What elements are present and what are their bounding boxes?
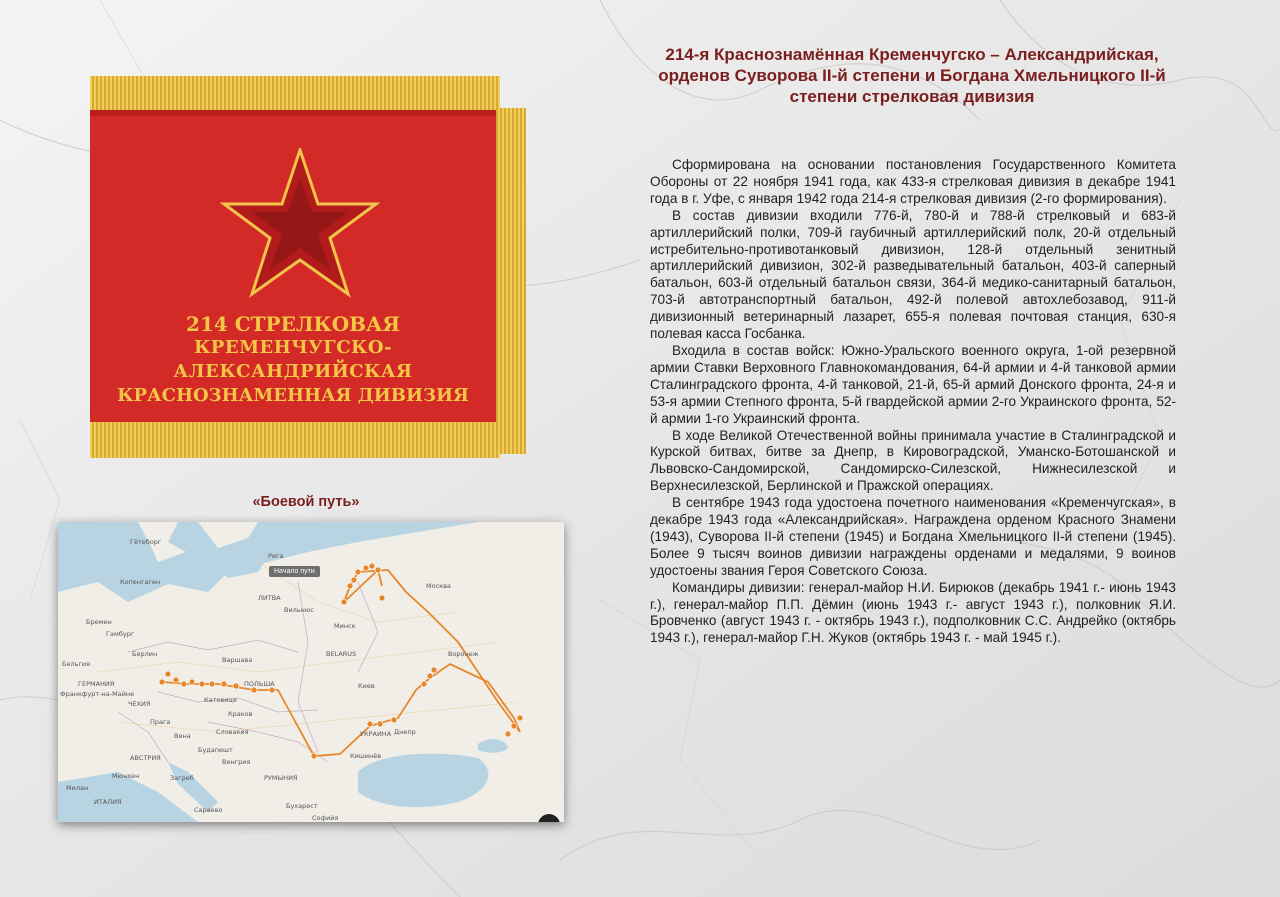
banner-line-2: КРЕМЕНЧУГСКО-АЛЕКСАНДРИЙСКАЯ bbox=[173, 337, 413, 382]
map-label: Краков bbox=[228, 710, 253, 718]
map-label: Киев bbox=[358, 682, 375, 690]
battle-path-map[interactable] bbox=[58, 522, 564, 822]
map-label: Москва bbox=[426, 582, 451, 590]
map-label: ПОЛЬША bbox=[244, 680, 275, 688]
map-label: ИТАЛИЯ bbox=[94, 798, 122, 806]
map-label: Рига bbox=[268, 552, 284, 560]
map-label: BELARUS bbox=[326, 650, 357, 658]
map-label: Катовице bbox=[204, 696, 237, 704]
paragraph-formation: Сформирована на основании постановления Государственного Комитета Обороны от 22 ноября 1941 года, как 433-я стрелковая дивизия в декабре 1941 года в г. Уфе, с января 1942 года 214-я стрелковая дивизия (2-го формирования). bbox=[650, 157, 1176, 206]
division-history bbox=[650, 157, 1176, 647]
map-label: Венгрия bbox=[222, 758, 251, 766]
map-label: Гётеборг bbox=[130, 538, 162, 546]
red-star-icon bbox=[220, 148, 380, 298]
map-label: ЛИТВА bbox=[258, 594, 281, 602]
map-label: Гамбург bbox=[106, 630, 135, 638]
map-title: «Боевой путь» bbox=[252, 494, 360, 510]
paragraph-battles: В ходе Великой Отечественной войны принимала участие в Сталинградской и Курской битвах, битве за Днепр, в Кировоградской, Уманско-Ботошанской и Львовско-Сандомирской, Сандомирско-Силезской, Нижнесилезской и Верхнесилезской, Берлинской и Пражской операциях. bbox=[650, 427, 1176, 494]
map-label: Берлин bbox=[132, 650, 158, 658]
map-label: Бухарест bbox=[286, 802, 318, 810]
paragraph-honors: В сентябре 1943 года удостоена почетного наименования «Кременчугская», в декабре 1943 года «Александрийская». Награждена орденом Красного Знамени (1943), Суворова II-й степени (1945) и Богдана Хмельницкого II-й степени (1945). Более 9 тысяч воинов дивизии награждены орденами и медалями, 9 воинов удостоены звания Героя Советского Союза. bbox=[650, 495, 1176, 578]
paragraph-commanders: Командиры дивизии: генерал-майор Н.И. Бирюков (декабрь 1941 г.- июнь 1943 г.), генерал-майор П.П. Дёмин (июнь 1943 г.- август 1943 г.), полковник Я.И. Бровченко (август 1943 г. - октябрь 1943 г.), подполковник С.С. Андрейко (октябрь 1943 г.), генерал-майор Г.Н. Жуков (октябрь 1943 г. - май 1945 г.). bbox=[650, 579, 1176, 646]
banner-inscription bbox=[96, 312, 490, 408]
map-label: Копенгаген bbox=[120, 578, 161, 586]
map-label: Софийя bbox=[312, 814, 339, 822]
map-label: Бельгия bbox=[62, 660, 90, 668]
map-label: Будапешт bbox=[198, 746, 233, 754]
map-label: Сараево bbox=[194, 806, 223, 814]
banner-line-3: КРАСНОЗНАМЕННАЯ ДИВИЗИЯ bbox=[117, 385, 469, 406]
map-label: Кишинёв bbox=[350, 752, 382, 760]
division-banner bbox=[86, 76, 536, 460]
map-label: РУМЫНИЯ bbox=[264, 774, 298, 782]
map-label: Милан bbox=[66, 784, 89, 792]
map-label: Вильнюс bbox=[284, 606, 314, 614]
banner-line-1: 214 СТРЕЛКОВАЯ bbox=[186, 312, 400, 336]
map-label: Мюнхен bbox=[112, 772, 140, 780]
map-label: Минск bbox=[334, 622, 356, 630]
map-label: Варшава bbox=[222, 656, 253, 664]
map-label: Воронеж bbox=[448, 650, 479, 658]
map-label: УКРАИНА bbox=[360, 730, 392, 738]
map-label: Вена bbox=[174, 732, 191, 740]
paragraph-armies: Входила в состав войск: Южно-Уральского военного округа, 1-ой резервной армии Ставки Верховного Главнокомандования, 64-й армии и 4-й танковой армии Сталинградского фронта, 4-й танковой, 21-й, 65-й армий Донского фронта, 24-я и 53-я армии Степного фронта, 5-й гвардейской армии 2-го Украинского фронта, 52-й армии 1-го Украинский фронта. bbox=[650, 342, 1176, 426]
map-label: ЧЕХИЯ bbox=[128, 700, 151, 708]
map-label: Прага bbox=[150, 718, 171, 726]
route-start-label[interactable]: Начало пути bbox=[269, 566, 320, 577]
map-label: АВСТРИЯ bbox=[130, 754, 161, 762]
map-label: Бремен bbox=[86, 618, 112, 626]
map-label: ГЕРМАНИЯ bbox=[78, 680, 115, 688]
map-label: Словакия bbox=[216, 728, 249, 736]
page-title: 214-я Краснознамённая Кременчугско – Александрийская, орденов Суворова II-й степени и Богдана Хмельницкого II-й степени стрелковая дивизия bbox=[658, 45, 1166, 106]
map-label: Загреб bbox=[170, 774, 194, 782]
map-label: Днепр bbox=[394, 728, 416, 736]
map-label: Франкфурт-на-Майне bbox=[60, 690, 135, 698]
paragraph-composition: В состав дивизии входили 776-й, 780-й и 788-й стрелковый и 683-й артиллерийский полки, 709-й гаубичный артиллерийский полк, 20-й отдельный истребительно-противотанковый дивизион, 128-й отдельный зенитный артиллерийский дивизион, 302-й разведывательный батальон, 403-й саперный батальон, 603-й отдельный батальон связи, 364-й медико-санитарный батальон, 703-й автотранспортный батальон, 492-й полевой автохлебозавод, 911-й дивизионный ветеринарный лазарет, 655-я полевая почтовая станция, 630-я полевая касса Госбанка. bbox=[650, 207, 1176, 342]
